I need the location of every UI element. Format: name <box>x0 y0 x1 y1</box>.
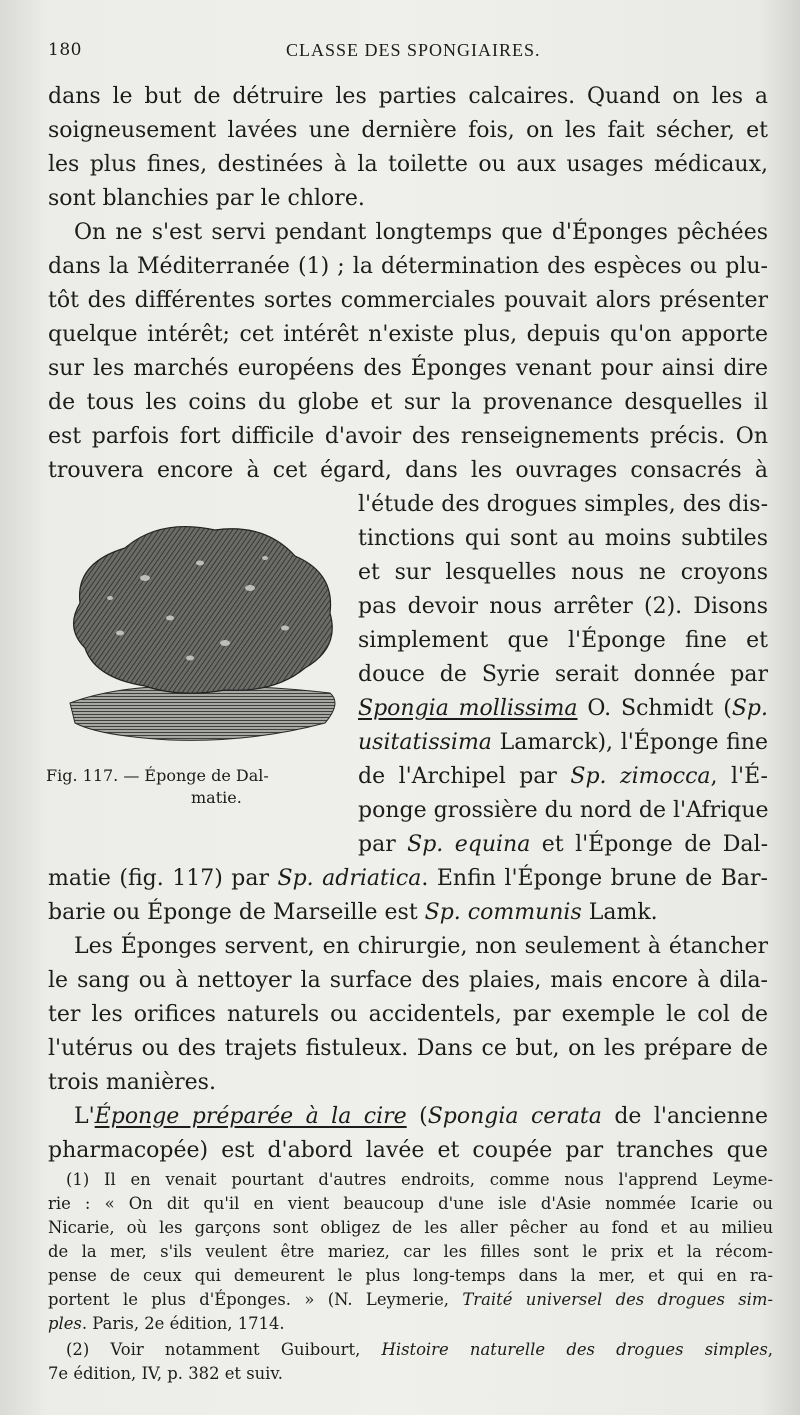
text-line: barie ou Éponge de Marseille est Sp. communis Lamk. <box>48 900 658 925</box>
section-term: Éponge préparée à la cire <box>94 1104 407 1129</box>
text-line: On ne s'est servi pendant longtemps que d'Éponges pêchées <box>74 220 768 245</box>
text-line: matie (fig. 117) par Sp. adriatica. Enfin l'Éponge brune de Bar- <box>48 866 768 891</box>
text-line: quelque intérêt; cet intérêt n'existe plus, depuis qu'on apporte <box>48 322 768 347</box>
text-line: et sur lesquelles nous ne croyons <box>358 560 768 585</box>
species-name: Sp. adriatica <box>277 866 422 891</box>
species-name: Sp. equina <box>407 832 531 857</box>
text-line: tinctions qui sont au moins subtiles <box>358 526 768 551</box>
text-line: trois manières. <box>48 1070 216 1095</box>
text-line: ter les orifices naturels ou accidentels, par exemple le col de <box>48 1002 768 1027</box>
text-line: le sang ou à nettoyer la surface des plaies, mais encore à dila- <box>48 968 768 993</box>
text-line: ponge grossière du nord de l'Afrique <box>358 798 769 823</box>
page-header <box>48 40 768 66</box>
text-line: dans la Méditerranée (1) ; la détermination des espèces ou plu- <box>48 254 768 279</box>
species-name: Spongia cerata <box>427 1104 602 1129</box>
text-line: simplement que l'Éponge fine et <box>358 628 768 653</box>
species-name: Spongia mollissima <box>358 696 578 721</box>
text-line: de tous les coins du globe et sur la provenance desquelles il <box>48 390 768 415</box>
footnote-line: 7e édition, IV, p. 382 et suiv. <box>48 1364 283 1383</box>
sponge-illustration <box>50 518 350 753</box>
text-line: l'étude des drogues simples, des dis- <box>358 492 768 517</box>
text-line: dans le but de détruire les parties calcaires. Quand on les a <box>48 84 768 109</box>
text-line: de l'Archipel par Sp. zimocca, l'É- <box>358 764 768 789</box>
text-line: Spongia mollissima O. Schmidt (Sp. <box>358 696 769 721</box>
text-line: sont blanchies par le chlore. <box>48 186 365 211</box>
text-line: les plus fines, destinées à la toilette ou aux usages médicaux, <box>48 152 768 177</box>
figure-caption: Fig. 117. — Éponge de Dal- matie. <box>46 766 269 807</box>
footnote-line: (1) Il en venait pourtant d'autres endroits, comme nous l'apprend Leyme- <box>66 1170 773 1189</box>
footnote-line: pense de ceux qui demeurent le plus long-temps dans la mer, et qui en ra- <box>48 1266 773 1285</box>
text-line: pharmacopée) est d'abord lavée et coupée par tranches que <box>48 1138 768 1163</box>
text-line: tôt des différentes sortes commerciales pouvait alors présenter <box>48 288 768 313</box>
footnote-line: (2) Voir notamment Guibourt, Histoire naturelle des drogues simples, <box>66 1340 773 1359</box>
footnote-line: Nicarie, où les garçons sont obligez de les aller pêcher au fond et au milieu <box>48 1218 773 1237</box>
species-name: usitatissima <box>358 730 492 755</box>
page-number: 180 <box>48 40 82 60</box>
text-line: soigneusement lavées une dernière fois, on les fait sécher, et <box>48 118 768 143</box>
footnote-line: ples. Paris, 2e édition, 1714. <box>48 1314 285 1333</box>
text-line: trouvera encore à cet égard, dans les ouvrages consacrés à <box>48 458 768 483</box>
text-line: L'Éponge préparée à la cire (Spongia cerata de l'ancienne <box>74 1104 768 1129</box>
text-line: est parfois fort difficile d'avoir des renseignements précis. On <box>48 424 768 449</box>
species-name: Sp. zimocca <box>570 764 711 789</box>
text-line: sur les marchés européens des Éponges venant pour ainsi dire <box>48 356 768 381</box>
text-line: douce de Syrie serait donnée par <box>358 662 768 687</box>
text-line: pas devoir nous arrêter (2). Disons <box>358 594 768 619</box>
text-line: Les Éponges servent, en chirurgie, non seulement à étancher <box>74 934 768 959</box>
footnote-line: de la mer, s'ils veulent être mariez, car les filles sont le prix et la récom- <box>48 1242 773 1261</box>
footnote-line: portent le plus d'Éponges. » (N. Leymerie, Traité universel des drogues sim- <box>48 1290 773 1309</box>
running-title: CLASSE DES SPONGIAIRES. <box>286 40 541 60</box>
footnote-line: rie : « On dit qu'il en vient beaucoup d'une isle d'Asie nommée Icarie ou <box>48 1194 773 1213</box>
text-line: l'utérus ou des trajets fistuleux. Dans ce but, on les prépare de <box>48 1036 768 1061</box>
text-line: par Sp. equina et l'Éponge de Dal- <box>358 832 769 857</box>
text-line: usitatissima Lamarck), l'Éponge fine <box>358 730 768 755</box>
species-name: Sp. communis <box>424 900 582 925</box>
